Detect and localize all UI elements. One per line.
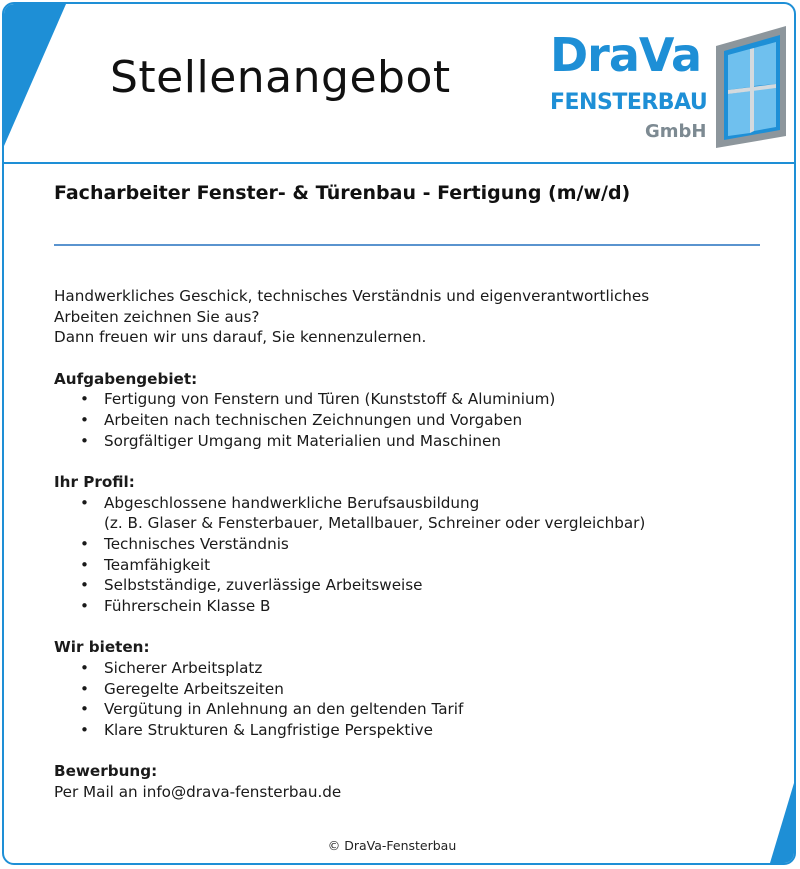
list-item-detail: (z. B. Glaser & Fensterbauer, Metallbauer, Schreiner oder vergleichbar) [104,514,646,533]
offer-heading: Wir bieten: [54,638,150,657]
company-logo [544,24,794,154]
window-icon [712,24,790,149]
job-title: Facharbeiter Fenster- & Türenbau - Fertigung (m/w/d) [54,182,631,204]
logo-legal-form: GmbH [645,121,707,142]
page-title: Stellenangebot [110,52,451,103]
list-item: • Vergütung in Anlehnung an den geltenden Tarif [54,699,754,720]
list-item: • Klare Strukturen & Langfristige Perspektive [54,720,754,741]
logo-subtitle: FENSTERBAU [550,90,708,115]
intro-text [54,286,754,348]
title-divider [54,244,760,246]
header-divider [4,162,796,164]
profile-list [54,493,754,617]
intro-line: Dann freuen wir uns darauf, Sie kennenzulernen. [54,328,427,347]
list-item: • Fertigung von Fenstern und Türen (Kunststoff & Aluminium) [54,389,754,410]
tasks-list [54,389,754,451]
list-item: • Führerschein Klasse B [54,596,754,617]
logo-wordmark: DraVa [550,28,702,82]
list-item: • Teamfähigkeit [54,555,754,576]
list-item: • Sicherer Arbeitsplatz [54,658,754,679]
intro-line: Handwerkliches Geschick, technisches Verständnis und eigenverantwortliches [54,287,650,305]
job-ad-frame [2,2,796,865]
copyright-footer: © DraVa-Fensterbau [327,838,457,853]
list-item: • Sorgfältiger Umgang mit Materialien und Maschinen [54,431,754,452]
list-item [54,493,754,534]
job-description [54,286,754,802]
apply-heading: Bewerbung: [54,762,158,781]
intro-line: Arbeiten zeichnen Sie aus? [54,307,260,326]
list-item: • Geregelte Arbeitszeiten [54,679,754,700]
corner-decoration-top-left [4,4,74,154]
tasks-heading: Aufgabengebiet: [54,369,198,388]
profile-heading: Ihr Profil: [54,473,135,492]
list-item: • Technisches Verständnis [54,534,754,555]
apply-text: Per Mail an info@drava-fensterbau.de [54,782,342,801]
list-item-text: Abgeschlossene handwerkliche Berufsausbildung [104,493,480,512]
list-item: • Arbeiten nach technischen Zeichnungen und Vorgaben [54,410,754,431]
offer-list [54,658,754,740]
list-item: • Selbstständige, zuverlässige Arbeitsweise [54,575,754,596]
